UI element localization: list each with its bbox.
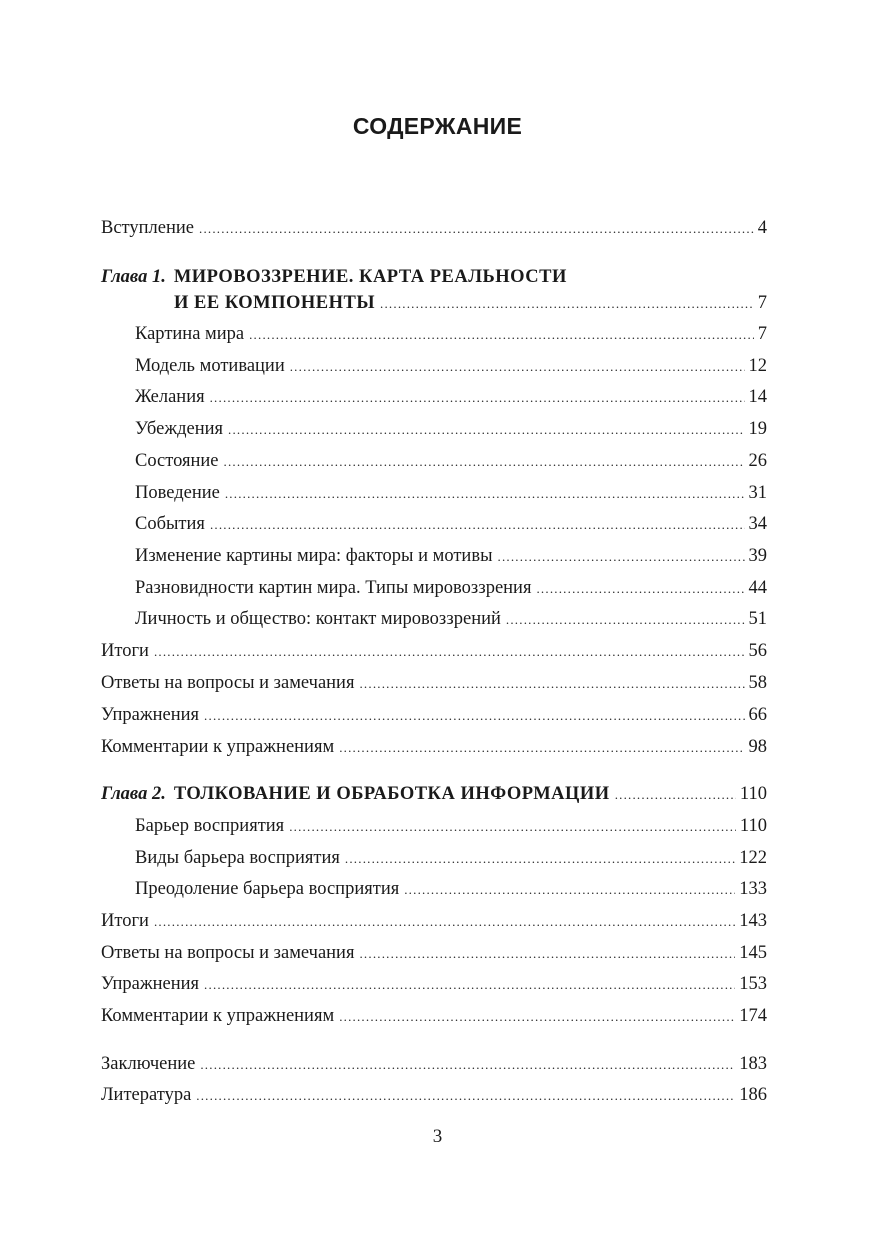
- dot-leader: [339, 735, 744, 760]
- chapter-2-title: ТОЛКОВАНИЕ И ОБРАБОТКА ИНФОРМАЦИИ: [173, 784, 610, 804]
- dot-leader: [210, 512, 745, 537]
- dot-leader: [498, 544, 745, 569]
- toc-entry-label: Преодоление барьера восприятия: [135, 879, 400, 899]
- toc-entry: [135, 321, 767, 347]
- toc-entry-page: 143: [739, 911, 767, 931]
- chapter-1-title-line1: МИРОВОЗЗРЕНИЕ. КАРТА РЕАЛЬНОСТИ: [173, 267, 567, 287]
- dot-leader: [154, 639, 745, 664]
- toc-entry: [135, 606, 767, 632]
- toc-entry: [135, 480, 767, 506]
- toc-entry-page: 44: [748, 578, 767, 598]
- chapter-1-heading-line2: [174, 290, 767, 316]
- toc-entry: [101, 971, 767, 997]
- chapter-2-heading: [101, 781, 767, 807]
- chapter-1-prefix: Глава 1.: [101, 267, 166, 287]
- toc-entry-intro: [101, 215, 767, 241]
- toc-entry-page: 14: [748, 387, 767, 407]
- toc-entry-label: Итоги: [101, 641, 149, 661]
- toc-entry: [101, 908, 767, 934]
- toc-entry-page: 31: [748, 483, 767, 503]
- toc-entry-label: Модель мотивации: [135, 356, 285, 376]
- toc-entry: [135, 813, 767, 839]
- dot-leader: [210, 385, 745, 410]
- dot-leader: [380, 291, 754, 316]
- dot-leader: [154, 909, 735, 934]
- dot-leader: [506, 607, 745, 632]
- toc-entry: [135, 845, 767, 871]
- toc-entry: [135, 384, 767, 410]
- toc-entry: [101, 702, 767, 728]
- toc-entry-page: 110: [739, 816, 767, 836]
- toc-entry: [101, 638, 767, 664]
- toc-entry-label: Вступление: [101, 218, 194, 238]
- toc-entry-label: Картина мира: [135, 324, 245, 344]
- toc-entry-label: Комментарии к упражнениям: [101, 737, 335, 757]
- page-number: 3: [432, 1126, 443, 1147]
- toc-entry-page: 51: [748, 609, 767, 629]
- toc-entry-label: Изменение картины мира: факторы и мотивы: [135, 546, 493, 566]
- toc-entry-conclusion: [101, 1051, 767, 1077]
- toc-entry-label: Комментарии к упражнениям: [101, 1006, 335, 1026]
- dot-leader: [249, 322, 754, 347]
- chapter-1-heading: [101, 264, 567, 290]
- toc-entry: [101, 1003, 767, 1029]
- toc-entry-page: 153: [739, 974, 767, 994]
- toc-entry-label: События: [135, 514, 205, 534]
- toc-entry: [135, 543, 767, 569]
- toc-entry: [135, 876, 767, 902]
- toc-entry-page: 186: [739, 1085, 767, 1105]
- toc-entry: [135, 448, 767, 474]
- toc-entry: [135, 511, 767, 537]
- toc-entry-label: Ответы на вопросы и замечания: [101, 673, 355, 693]
- toc-entry-page: 7: [757, 324, 767, 344]
- dot-leader: [289, 814, 736, 839]
- toc-entry-page: 145: [739, 943, 767, 963]
- toc-entry-label: Виды барьера восприятия: [135, 848, 340, 868]
- toc-entry-label: Ответы на вопросы и замечания: [101, 943, 355, 963]
- dot-leader: [359, 941, 735, 966]
- toc-entry: [135, 416, 767, 442]
- toc-entry-label: Поведение: [135, 483, 220, 503]
- toc-entry-page: 26: [748, 451, 767, 471]
- dot-leader: [224, 449, 745, 474]
- toc-entry-label: Убеждения: [135, 419, 224, 439]
- toc-entry: [135, 575, 767, 601]
- toc-entry-page: 122: [739, 848, 767, 868]
- dot-leader: [404, 877, 735, 902]
- dot-leader: [225, 481, 745, 506]
- toc-entry-label: Состояние: [135, 451, 219, 471]
- dot-leader: [200, 1052, 735, 1077]
- dot-leader: [536, 576, 744, 601]
- toc-entry-page: 174: [739, 1006, 767, 1026]
- toc-entry-page: 19: [748, 419, 767, 439]
- toc-entry-label: Личность и общество: контакт мировоззрений: [135, 609, 501, 629]
- toc-entry-page: 58: [748, 673, 767, 693]
- toc-entry-page: 34: [748, 514, 767, 534]
- toc-entry: [101, 670, 767, 696]
- toc-entry-label: Упражнения: [101, 705, 200, 725]
- toc-entry-page: 56: [748, 641, 767, 661]
- toc-entry-page: 183: [739, 1054, 767, 1074]
- dot-leader: [345, 846, 735, 871]
- dot-leader: [199, 216, 754, 241]
- toc-entry-label: Итоги: [101, 911, 149, 931]
- toc-entry-label: Упражнения: [101, 974, 200, 994]
- toc-entry-page: 66: [748, 705, 767, 725]
- toc-entry-page: 12: [748, 356, 767, 376]
- toc-entry-label: Литература: [101, 1085, 192, 1105]
- dot-leader: [615, 782, 736, 807]
- dot-leader: [290, 354, 745, 379]
- chapter-2-page: 110: [739, 784, 767, 804]
- dot-leader: [359, 671, 744, 696]
- toc-entry-page: 39: [748, 546, 767, 566]
- dot-leader: [228, 417, 744, 442]
- toc-entry-label: Заключение: [101, 1054, 196, 1074]
- toc-entry-label: Желания: [135, 387, 205, 407]
- toc-entry: [101, 940, 767, 966]
- toc-entry: [135, 353, 767, 379]
- toc-entry-page: 98: [748, 737, 767, 757]
- toc-entry-literature: [101, 1082, 767, 1108]
- toc-entry: [101, 734, 767, 760]
- toc-entry-label: Разновидности картин мира. Типы мировоззрения: [135, 578, 532, 598]
- dot-leader: [339, 1004, 735, 1029]
- toc-entry-page: 4: [757, 218, 767, 238]
- chapter-1-title-line2: И ЕЕ КОМПОНЕНТЫ: [174, 293, 376, 313]
- page-title: СОДЕРЖАНИЕ: [352, 113, 523, 139]
- toc-entry-page: 133: [739, 879, 767, 899]
- dot-leader: [204, 972, 735, 997]
- toc-entry-label: Барьер восприятия: [135, 816, 285, 836]
- chapter-2-prefix: Глава 2.: [101, 784, 166, 804]
- chapter-1-page: 7: [757, 293, 767, 313]
- dot-leader: [204, 703, 744, 728]
- dot-leader: [196, 1083, 735, 1108]
